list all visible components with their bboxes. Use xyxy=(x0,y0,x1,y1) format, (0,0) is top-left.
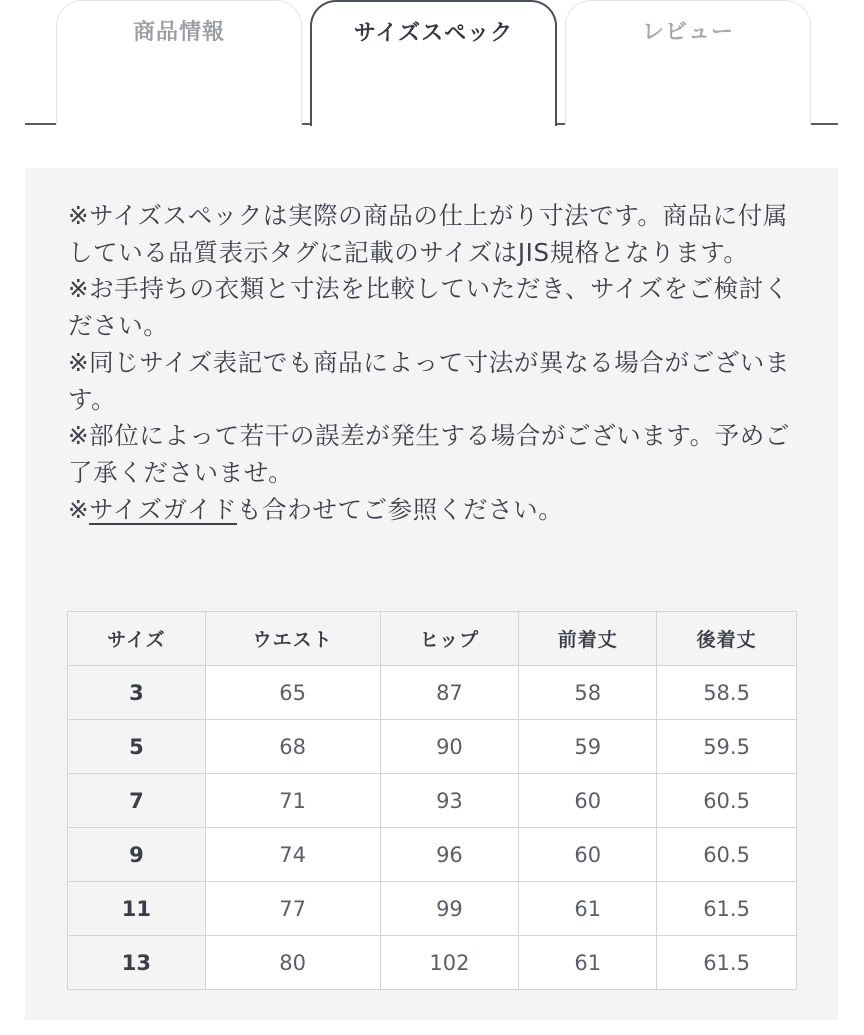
size-spec-table xyxy=(67,611,797,990)
header-hip: ヒップ xyxy=(380,612,519,666)
cell-back-length: 59.5 xyxy=(657,720,797,774)
cell-waist: 74 xyxy=(205,828,380,882)
note-size-guide xyxy=(68,492,798,529)
cell-size: 5 xyxy=(68,720,206,774)
cell-hip: 99 xyxy=(380,882,519,936)
cell-front-length: 61 xyxy=(519,882,657,936)
note-finished-dimensions: ※サイズスペックは実際の商品の仕上がり寸法です。商品に付属している品質表示タグに記載のサイズはJIS規格となります。 xyxy=(68,201,789,267)
cell-waist: 71 xyxy=(205,774,380,828)
header-size: サイズ xyxy=(68,612,206,666)
table-header-row xyxy=(68,612,797,666)
note-compare-garments: ※お手持ちの衣類と寸法を比較していただき、サイズをご検討ください。 xyxy=(68,274,789,341)
note-size-variance: ※同じサイズ表記でも商品によって寸法が異なる場合がございます。 xyxy=(68,347,790,414)
tab-label: レビュー xyxy=(641,20,734,45)
tab-review[interactable] xyxy=(565,0,811,125)
tab-size-spec[interactable] xyxy=(310,0,557,126)
cell-waist: 65 xyxy=(205,666,380,720)
cell-back-length: 60.5 xyxy=(657,774,797,828)
cell-front-length: 61 xyxy=(519,936,657,990)
header-front-length: 前着丈 xyxy=(519,612,657,666)
size-notes xyxy=(68,198,798,528)
table-row xyxy=(68,936,797,990)
cell-back-length: 58.5 xyxy=(657,666,797,720)
cell-size: 3 xyxy=(68,666,206,720)
header-back-length: 後着丈 xyxy=(657,612,797,666)
table-row xyxy=(68,828,797,882)
note-prefix: ※ xyxy=(68,494,90,524)
cell-size: 9 xyxy=(68,828,206,882)
cell-front-length: 58 xyxy=(519,666,657,720)
tab-label: 商品情報 xyxy=(132,20,225,45)
note-suffix: も合わせてご参照ください。 xyxy=(237,494,564,524)
cell-waist: 77 xyxy=(205,882,380,936)
size-spec-panel xyxy=(25,168,838,1020)
table-row xyxy=(68,720,797,774)
cell-back-length: 61.5 xyxy=(657,882,797,936)
size-guide-link[interactable]: サイズガイド xyxy=(89,494,238,524)
cell-size: 7 xyxy=(68,774,206,828)
table-row xyxy=(68,774,797,828)
tab-label: サイズスペック xyxy=(353,21,514,46)
tab-bar xyxy=(0,0,864,126)
cell-front-length: 60 xyxy=(519,774,657,828)
header-waist: ウエスト xyxy=(205,612,380,666)
cell-back-length: 61.5 xyxy=(657,936,797,990)
cell-hip: 90 xyxy=(380,720,519,774)
tab-product-info[interactable] xyxy=(56,0,302,125)
cell-back-length: 60.5 xyxy=(657,828,797,882)
cell-hip: 96 xyxy=(380,828,519,882)
cell-size: 11 xyxy=(68,882,206,936)
cell-size: 13 xyxy=(68,936,206,990)
cell-hip: 102 xyxy=(380,936,519,990)
cell-hip: 87 xyxy=(380,666,519,720)
table-row xyxy=(68,882,797,936)
cell-hip: 93 xyxy=(380,774,519,828)
cell-front-length: 60 xyxy=(519,828,657,882)
table-row xyxy=(68,666,797,720)
cell-front-length: 59 xyxy=(519,720,657,774)
cell-waist: 68 xyxy=(205,720,380,774)
cell-waist: 80 xyxy=(205,936,380,990)
note-measurement-error: ※部位によって若干の誤差が発生する場合がございます。予めご了承くださいませ。 xyxy=(68,421,790,487)
